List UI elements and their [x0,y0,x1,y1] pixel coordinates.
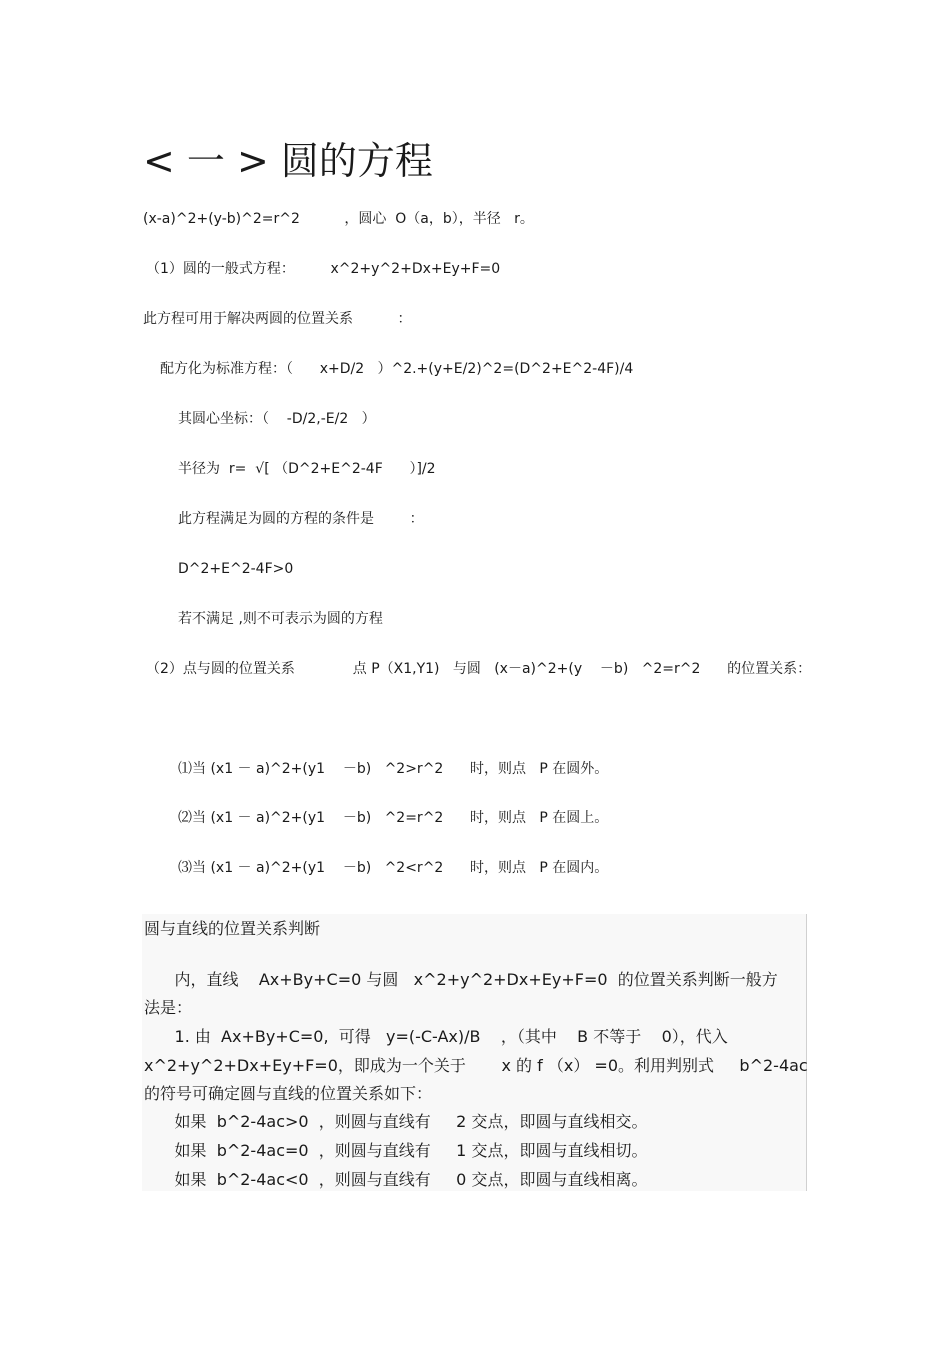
section-paragraph-line: x^2+y^2+Dx+Ey+F=0，即成为一个关于 x 的 f （x） =0。利用判别式 b^2-4ac [144,1056,808,1075]
section-paragraph-line: 内，直线 Ax+By+C=0 与圆 x^2+y^2+Dx+Ey+F=0 的位置关系判断一般方 [144,970,778,989]
case-intersect-line: 如果 b^2-4ac>0 ，则圆与直线有 2 交点，即圆与直线相交。 [144,1112,648,1131]
section-paragraph-line: 的符号可确定圆与直线的位置关系如下： [144,1084,433,1103]
case-separate-line: 如果 b^2-4ac<0 ，则圆与直线有 0 交点，即圆与直线相离。 [144,1170,648,1189]
case-on-line: ⑵当 (x1 － a)^2+(y1 －b) ^2=r^2 时，则点 P 在圆上。 [178,810,609,826]
case-outside-line: ⑴当 (x1 － a)^2+(y1 －b) ^2>r^2 时，则点 P 在圆外。 [178,761,609,777]
completing-square-line: 配方化为标准方程：（ x+D/2 ）^2.+(y+E/2)^2=(D^2+E^2-4F)/4 [160,361,634,377]
section-heading: 圆与直线的位置关系判断 [144,919,321,938]
usage-note-line: 此方程可用于解决两圆的位置关系 ： [143,311,412,327]
center-coordinate-line: 其圆心坐标：（ -D/2,-E/2 ） [178,411,376,427]
section-paragraph-line: 1. 由 Ax+By+C=0, 可得 y=(-C-Ax)/B ，（其中 B 不等于 0），代入 [144,1027,728,1046]
standard-equation-line: (x-a)^2+(y-b)^2=r^2 ，圆心 O（a，b），半径 r。 [143,211,534,227]
radius-line: 半径为 r= √[ （D^2+E^2-4F ）]/2 [178,461,436,477]
point-circle-relation-line: （2）点与圆的位置关系 点 P（X1,Y1) 与圆 (x－a)^2+(y －b) ^2=r^2 的位置关系： [146,661,812,677]
case-tangent-line: 如果 b^2-4ac=0 ，则圆与直线有 1 交点，即圆与直线相切。 [144,1141,648,1160]
page-title: < 一 > 圆的方程 [143,139,433,183]
condition-line: 此方程满足为圆的方程的条件是 ： [178,511,424,527]
section-paragraph-line: 法是： [144,998,193,1017]
general-equation-line: （1）圆的一般式方程： x^2+y^2+Dx+Ey+F=0 [146,261,501,277]
not-satisfied-line: 若不满足 ,则不可表示为圆的方程 [178,611,383,627]
case-inside-line: ⑶当 (x1 － a)^2+(y1 －b) ^2<r^2 时，则点 P 在圆内。 [178,860,609,876]
line-circle-section [142,914,807,1191]
condition-formula-line: D^2+E^2-4F>0 [178,561,294,577]
